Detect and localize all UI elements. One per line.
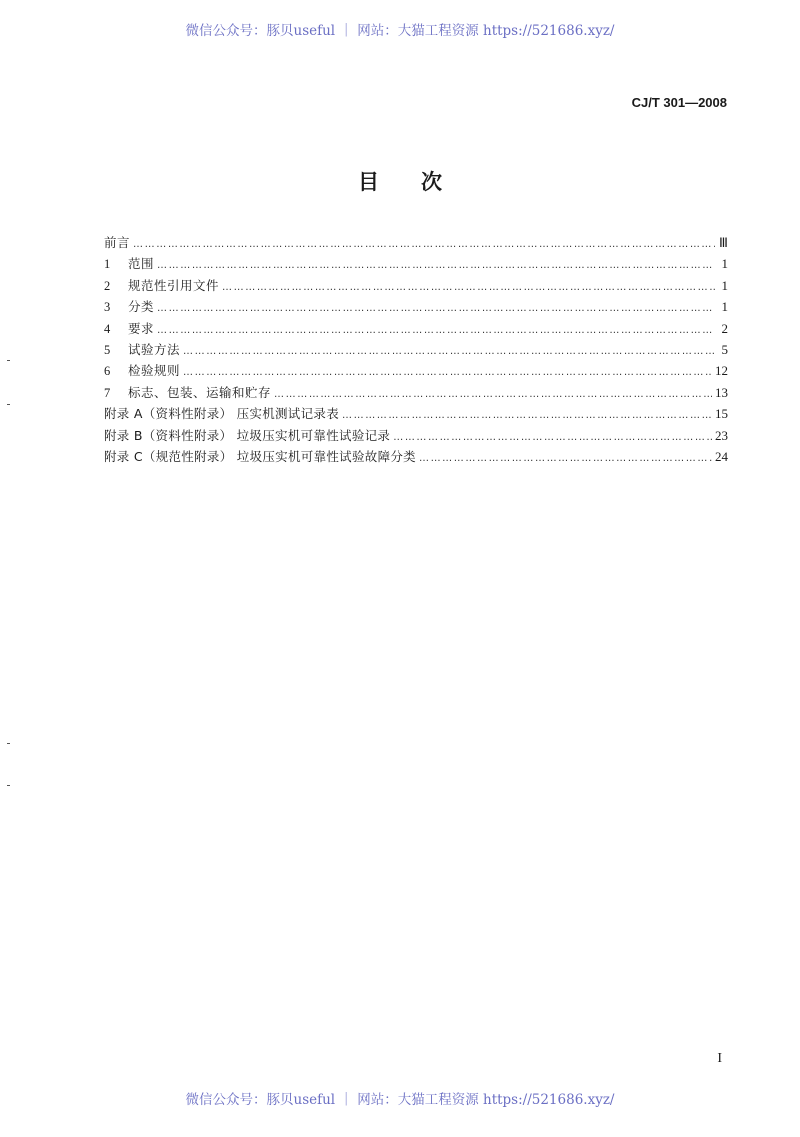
toc-item-scope[interactable] [104, 253, 728, 274]
toc-item-normative-references[interactable] [104, 275, 728, 296]
toc-leader-dots [342, 405, 712, 426]
toc-item-number: 4 [104, 321, 111, 336]
toc-item-appendix-c[interactable] [104, 446, 728, 467]
toc-item-number: 3 [104, 300, 111, 315]
toc-item-label: 分类 [128, 299, 155, 315]
toc-item-page: 2 [721, 320, 728, 336]
table-of-contents [104, 232, 728, 467]
toc-item-number: 2 [104, 278, 111, 293]
toc-item-page: 1 [721, 256, 728, 272]
toc-leader-dots [183, 362, 712, 383]
toc-item-classification[interactable] [104, 296, 728, 317]
toc-leader-dots [157, 255, 715, 276]
toc-leader-dots [157, 320, 715, 341]
toc-item-page: 1 [721, 277, 728, 293]
toc-item-page: 1 [721, 299, 728, 315]
toc-leader-dots [393, 427, 712, 448]
toc-item-label: 试验方法 [128, 341, 181, 357]
toc-item-inspection-rules[interactable] [104, 360, 728, 381]
page-number: I [717, 1051, 722, 1066]
toc-item-test-methods[interactable] [104, 339, 728, 360]
scan-mark [7, 743, 10, 744]
toc-item-foreword[interactable] [104, 232, 728, 253]
toc-leader-dots [157, 298, 715, 319]
toc-item-label: 范围 [128, 256, 155, 272]
toc-item-number: 5 [104, 342, 111, 357]
toc-leader-dots [419, 448, 712, 469]
toc-leader-dots [274, 384, 712, 405]
watermark-bottom: 微信公众号：豚贝useful ｜ 网站：大猫工程资源 https://521686.xyz/ [185, 1092, 615, 1108]
toc-item-requirements[interactable] [104, 318, 728, 339]
toc-item-label: 前言 [104, 235, 131, 250]
toc-item-label: 附录 A（资料性附录） 压实机测试记录表 [104, 406, 339, 422]
toc-leader-dots [133, 234, 715, 255]
scan-mark [7, 360, 10, 361]
scan-mark [7, 785, 10, 786]
toc-item-page: 12 [715, 363, 728, 379]
toc-item-page: 24 [715, 448, 728, 464]
toc-item-number: 7 [104, 385, 111, 400]
toc-item-page: 5 [721, 341, 728, 357]
watermark-top: 微信公众号：豚贝useful ｜ 网站：大猫工程资源 https://521686.xyz/ [185, 23, 615, 39]
toc-item-label: 附录 C（规范性附录） 垃圾压实机可靠性试验故障分类 [104, 448, 416, 464]
toc-item-number: 6 [104, 364, 111, 379]
toc-item-number: 1 [104, 257, 111, 272]
scan-mark [7, 404, 10, 405]
page-title: 目次 [358, 170, 484, 194]
toc-item-label: 标志、包装、运输和贮存 [128, 384, 272, 400]
toc-item-page: Ⅲ [719, 235, 728, 250]
toc-item-page: 13 [715, 384, 728, 400]
toc-item-page: 15 [715, 406, 728, 422]
toc-item-label: 检验规则 [128, 363, 181, 379]
toc-item-label: 规范性引用文件 [128, 277, 220, 293]
toc-item-marking-packaging[interactable] [104, 382, 728, 403]
toc-item-appendix-b[interactable] [104, 425, 728, 446]
toc-leader-dots [222, 277, 715, 298]
toc-item-label: 要求 [128, 320, 155, 336]
toc-item-appendix-a[interactable] [104, 403, 728, 424]
toc-leader-dots [183, 341, 715, 362]
standard-code: CJ/T 301—2008 [631, 95, 727, 110]
toc-item-label: 附录 B（资料性附录） 垃圾压实机可靠性试验记录 [104, 427, 391, 443]
toc-item-page: 23 [715, 427, 728, 443]
